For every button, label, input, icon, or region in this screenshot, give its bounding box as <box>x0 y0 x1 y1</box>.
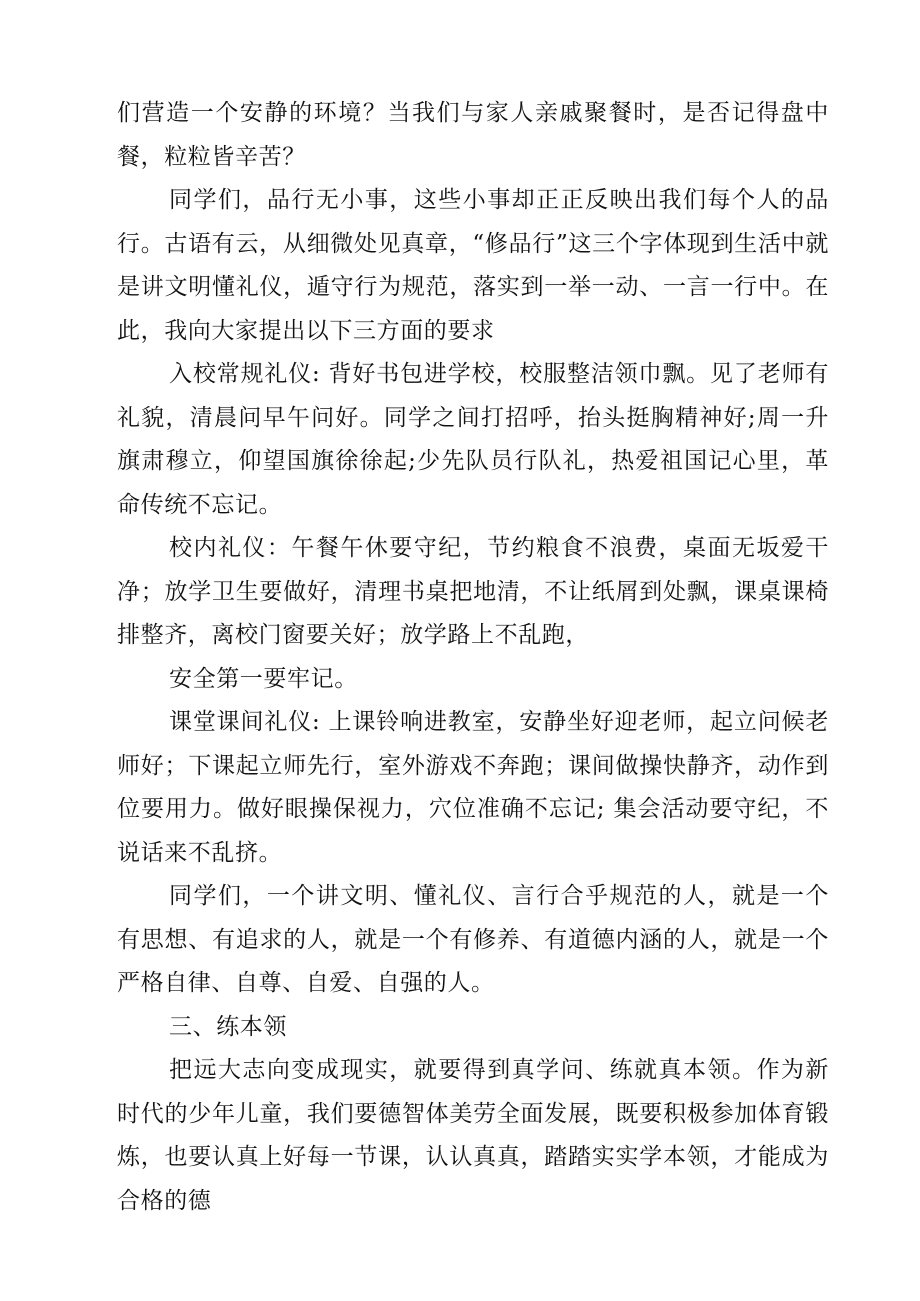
paragraph-entry-etiquette: 入校常规礼仪: 背好书包进学校，校服整洁领巾飘。见了老师有礼貌，清晨问早午问好。同学之间打招呼，抬头挺胸精神好;周一升旗肃穆立，仰望国旗徐徐起;少先队员行队礼，热爱祖国记心里，革命传统不忘记。 <box>117 361 829 518</box>
paragraph-conclusion: 同学们，一个讲文明、懂礼仪、言行合乎规范的人，就是一个有思想、有追求的人，就是一个有修养、有道德内涵的人，就是一个严格自律、自尊、自爱、自强的人。 <box>117 883 829 996</box>
paragraph-classroom-etiquette: 课堂课间礼仪: 上课铃响进教室，安静坐好迎老师，起立问候老师好；下课起立师先行，室外游戏不奔跑；课间做操快静齐，动作到位要用力。做好眼操保视力，穴位准确不忘记; 集会活动要守纪，不说话来不乱挤。 <box>117 709 829 866</box>
section-heading: 三、练本领 <box>169 1013 287 1040</box>
paragraph-campus-etiquette: 校内礼仪：午餐午休要守纪，节约粮食不浪费，桌面无坂爱干净；放学卫生要做好，清理书桌把地清，不让纸屑到处飘，课桌课椅排整齐，离校门窗要关好；放学路上不乱跑， <box>117 535 829 648</box>
paragraph-skills: 把远大志向变成现实，就要得到真学问、练就真本领。作为新时代的少年儿童，我们要德智体美劳全面发展，既要积极参加体育锻炼，也要认真上好每一节课，认认真真，踏踏实实学本领，才能成为合格的德 <box>117 1057 829 1214</box>
paragraph-continuation: 们营造一个安静的环境？当我们与家人亲戚聚餐时，是否记得盘中餐，粒粒皆辛苦？ <box>117 100 829 170</box>
paragraph-conduct-intro: 同学们，品行无小事，这些小事却正正反映出我们每个人的品行。古语有云，从细微处见真章，“修品行”这三个字体现到生活中就是讲文明懂礼仪，遁守行为规范，落实到一举一动、一言一行中。在此，我向大家提出以下三方面的要求 <box>117 187 829 344</box>
paragraph-safety: 安全第一要牢记。 <box>169 665 358 692</box>
document-body <box>117 92 829 1223</box>
